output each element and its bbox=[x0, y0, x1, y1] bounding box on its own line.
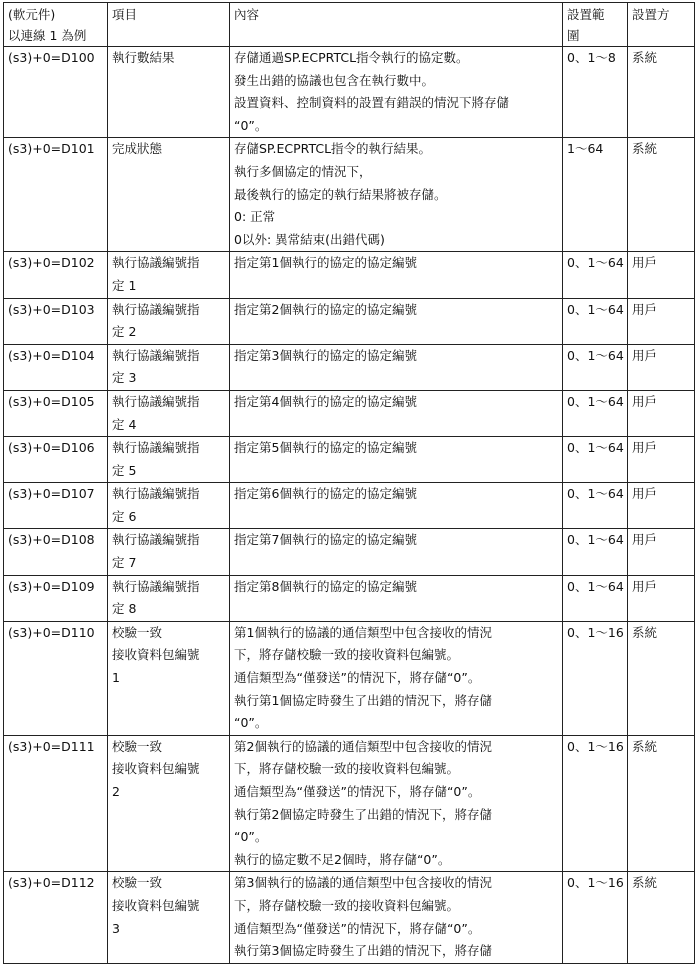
content-line: 發生出錯的協議也包含在執行數中。 bbox=[234, 72, 435, 88]
content-line: 第2個執行的協議的通信類型中包含接收的情況 bbox=[234, 738, 492, 754]
table-header bbox=[4, 3, 695, 47]
item-line: 定 7 bbox=[112, 555, 137, 571]
item-line: 3 bbox=[112, 920, 120, 936]
setter-cell bbox=[628, 138, 695, 252]
item-cell bbox=[108, 621, 230, 735]
range-cell bbox=[563, 735, 628, 872]
setting-range: 0、1～16 bbox=[567, 624, 624, 640]
setting-by: 用戶 bbox=[632, 393, 658, 409]
setting-by: 系統 bbox=[632, 50, 658, 65]
device-cell bbox=[4, 298, 108, 344]
item-line: 執行協議編號指 bbox=[112, 532, 200, 548]
setter-cell bbox=[628, 483, 695, 529]
device-address: (s3)+0=D112 bbox=[8, 875, 95, 891]
setting-by: 系統 bbox=[632, 875, 658, 891]
header-item-line-1: 項目 bbox=[112, 7, 138, 22]
table-row bbox=[4, 138, 695, 252]
item-cell bbox=[108, 390, 230, 436]
header-range bbox=[563, 3, 628, 47]
header-device-line-2: 以連線 1 為例 bbox=[8, 28, 87, 43]
header-setter bbox=[628, 3, 695, 47]
item-line: 校驗一致 bbox=[112, 738, 163, 754]
content-line: 最後執行的協定的執行結果將被存儲。 bbox=[234, 186, 447, 202]
item-line: 定 5 bbox=[112, 462, 137, 478]
item-cell bbox=[108, 437, 230, 483]
content-line: 指定第5個執行的協定的協定編號 bbox=[234, 440, 417, 456]
content-cell bbox=[230, 575, 563, 621]
device-cell bbox=[4, 390, 108, 436]
device-address: (s3)+0=D109 bbox=[8, 578, 95, 594]
item-line: 定 1 bbox=[112, 277, 137, 293]
item-cell bbox=[108, 47, 230, 138]
item-line: 1 bbox=[112, 670, 120, 686]
setting-range: 0、1～16 bbox=[567, 875, 624, 891]
content-cell bbox=[230, 735, 563, 872]
header-device-line-1: (軟元件) bbox=[8, 7, 56, 22]
header-content bbox=[230, 3, 563, 47]
item-line: 定 4 bbox=[112, 416, 137, 432]
content-line: 執行的協定數不足2個時，將存儲“0”。 bbox=[234, 851, 451, 867]
setting-by: 用戶 bbox=[632, 578, 658, 594]
setter-cell bbox=[628, 735, 695, 872]
content-cell bbox=[230, 872, 563, 963]
item-line: 接收資料包編號 bbox=[112, 647, 200, 663]
header-device bbox=[4, 3, 108, 47]
range-cell bbox=[563, 344, 628, 390]
range-cell bbox=[563, 298, 628, 344]
content-cell bbox=[230, 138, 563, 252]
setting-by: 用戶 bbox=[632, 440, 658, 456]
device-address: (s3)+0=D106 bbox=[8, 440, 95, 456]
device-cell bbox=[4, 47, 108, 138]
content-line: “0”。 bbox=[234, 117, 268, 133]
range-cell bbox=[563, 529, 628, 575]
item-line: 執行協議編號指 bbox=[112, 578, 200, 594]
range-cell bbox=[563, 47, 628, 138]
device-spec-table bbox=[3, 2, 695, 964]
header-content-line-1: 內容 bbox=[234, 7, 260, 22]
setting-by: 用戶 bbox=[632, 347, 658, 363]
content-cell bbox=[230, 621, 563, 735]
content-line: 第3個執行的協議的通信類型中包含接收的情況 bbox=[234, 875, 492, 891]
device-cell bbox=[4, 344, 108, 390]
device-cell bbox=[4, 138, 108, 252]
item-line: 執行協議編號指 bbox=[112, 347, 200, 363]
range-cell bbox=[563, 252, 628, 298]
device-cell bbox=[4, 483, 108, 529]
range-cell bbox=[563, 138, 628, 252]
content-cell bbox=[230, 252, 563, 298]
item-line: 執行數結果 bbox=[112, 50, 175, 65]
content-line: 指定第6個執行的協定的協定編號 bbox=[234, 486, 417, 502]
setter-cell bbox=[628, 252, 695, 298]
item-line: 執行協議編號指 bbox=[112, 255, 200, 271]
setting-range: 0、1～64 bbox=[567, 578, 624, 594]
item-line: 定 3 bbox=[112, 370, 137, 386]
table-row bbox=[4, 298, 695, 344]
range-cell bbox=[563, 621, 628, 735]
item-cell bbox=[108, 483, 230, 529]
header-range-line-2: 圍 bbox=[567, 28, 580, 43]
device-address: (s3)+0=D111 bbox=[8, 738, 95, 754]
device-address: (s3)+0=D104 bbox=[8, 347, 95, 363]
device-cell bbox=[4, 252, 108, 298]
header-range-line-1: 設置範 bbox=[567, 7, 605, 22]
content-line: 下，將存儲校驗一致的接收資料包編號。 bbox=[234, 897, 460, 913]
range-cell bbox=[563, 575, 628, 621]
content-line: 指定第2個執行的協定的協定編號 bbox=[234, 301, 417, 317]
content-cell bbox=[230, 483, 563, 529]
setter-cell bbox=[628, 575, 695, 621]
item-line: 定 8 bbox=[112, 601, 137, 617]
item-cell bbox=[108, 252, 230, 298]
content-line: 下，將存儲校驗一致的接收資料包編號。 bbox=[234, 761, 460, 777]
range-cell bbox=[563, 872, 628, 963]
content-cell bbox=[230, 390, 563, 436]
item-cell bbox=[108, 872, 230, 963]
device-address: (s3)+0=D102 bbox=[8, 255, 95, 271]
device-address: (s3)+0=D101 bbox=[8, 141, 95, 157]
content-line: 通信類型為“僅發送”的情況下，將存儲“0”。 bbox=[234, 784, 481, 799]
item-line: 執行協議編號指 bbox=[112, 440, 200, 456]
setter-cell bbox=[628, 437, 695, 483]
content-cell bbox=[230, 529, 563, 575]
table-row bbox=[4, 575, 695, 621]
content-cell bbox=[230, 344, 563, 390]
table-row bbox=[4, 390, 695, 436]
range-cell bbox=[563, 437, 628, 483]
content-line: 執行第3個協定時發生了出錯的情況下，將存儲 bbox=[234, 943, 492, 959]
device-cell bbox=[4, 437, 108, 483]
setting-range: 0、1～64 bbox=[567, 301, 624, 317]
item-line: 完成狀態 bbox=[112, 141, 163, 157]
item-line: 執行協議編號指 bbox=[112, 301, 200, 317]
table-row bbox=[4, 47, 695, 138]
content-line: “0”。 bbox=[234, 715, 268, 731]
item-cell bbox=[108, 735, 230, 872]
item-line: 接收資料包編號 bbox=[112, 897, 200, 913]
range-cell bbox=[563, 483, 628, 529]
table-row bbox=[4, 735, 695, 872]
setting-range: 0、1～64 bbox=[567, 440, 624, 456]
content-cell bbox=[230, 437, 563, 483]
device-address: (s3)+0=D103 bbox=[8, 301, 95, 317]
content-line: 設置資料、控制資料的設置有錯誤的情況下將存儲 bbox=[234, 95, 510, 111]
item-line: 校驗一致 bbox=[112, 875, 163, 891]
setter-cell bbox=[628, 344, 695, 390]
header-row bbox=[4, 3, 695, 47]
setter-cell bbox=[628, 872, 695, 963]
device-cell bbox=[4, 872, 108, 963]
content-cell bbox=[230, 47, 563, 138]
setting-by: 用戶 bbox=[632, 301, 658, 317]
item-cell bbox=[108, 344, 230, 390]
content-line: 下，將存儲校驗一致的接收資料包編號。 bbox=[234, 647, 460, 663]
setting-range: 0、1～64 bbox=[567, 486, 624, 502]
content-line: 執行多個協定的情況下， bbox=[234, 163, 372, 179]
setter-cell bbox=[628, 621, 695, 735]
table-row bbox=[4, 252, 695, 298]
device-cell bbox=[4, 621, 108, 735]
device-cell bbox=[4, 735, 108, 872]
content-line: 執行第1個協定時發生了出錯的情況下，將存儲 bbox=[234, 692, 492, 708]
table-row bbox=[4, 872, 695, 963]
device-cell bbox=[4, 575, 108, 621]
item-cell bbox=[108, 298, 230, 344]
item-cell bbox=[108, 138, 230, 252]
table-row bbox=[4, 529, 695, 575]
setting-by: 系統 bbox=[632, 624, 658, 640]
table-row bbox=[4, 344, 695, 390]
content-line: 指定第8個執行的協定的協定編號 bbox=[234, 578, 417, 594]
content-line: 存儲通過SP.ECPRTCL指令執行的協定數。 bbox=[234, 50, 469, 65]
device-address: (s3)+0=D108 bbox=[8, 532, 95, 548]
device-address: (s3)+0=D110 bbox=[8, 624, 95, 640]
content-line: 0以外: 異常結束(出錯代碼) bbox=[234, 231, 385, 247]
setting-by: 系統 bbox=[632, 141, 658, 157]
setter-cell bbox=[628, 529, 695, 575]
setting-by: 用戶 bbox=[632, 486, 658, 502]
item-line: 定 6 bbox=[112, 508, 137, 524]
item-line: 接收資料包編號 bbox=[112, 761, 200, 777]
content-cell bbox=[230, 298, 563, 344]
setting-range: 0、1～64 bbox=[567, 532, 624, 548]
content-line: 通信類型為“僅發送”的情況下，將存儲“0”。 bbox=[234, 670, 481, 686]
item-line: 定 2 bbox=[112, 324, 137, 340]
range-cell bbox=[563, 390, 628, 436]
setting-range: 0、1～16 bbox=[567, 738, 624, 754]
setting-by: 用戶 bbox=[632, 532, 658, 548]
content-line: 指定第7個執行的協定的協定編號 bbox=[234, 532, 417, 548]
table-body bbox=[4, 47, 695, 964]
setting-range: 1～64 bbox=[567, 141, 604, 157]
setter-cell bbox=[628, 47, 695, 138]
content-line: “0”。 bbox=[234, 829, 268, 845]
device-address: (s3)+0=D107 bbox=[8, 486, 95, 502]
device-address: (s3)+0=D100 bbox=[8, 50, 95, 65]
item-line: 校驗一致 bbox=[112, 624, 163, 640]
item-cell bbox=[108, 575, 230, 621]
content-line: 0: 正常 bbox=[234, 209, 276, 225]
setter-cell bbox=[628, 390, 695, 436]
content-line: 執行第2個協定時發生了出錯的情況下，將存儲 bbox=[234, 806, 492, 822]
header-setter-line-1: 設置方 bbox=[632, 7, 670, 22]
item-line: 執行協議編號指 bbox=[112, 486, 200, 502]
device-cell bbox=[4, 529, 108, 575]
device-address: (s3)+0=D105 bbox=[8, 393, 95, 409]
setting-by: 系統 bbox=[632, 738, 658, 754]
setting-range: 0、1～64 bbox=[567, 393, 624, 409]
header-item bbox=[108, 3, 230, 47]
content-line: 指定第4個執行的協定的協定編號 bbox=[234, 393, 417, 409]
content-line: 通信類型為“僅發送”的情況下，將存儲“0”。 bbox=[234, 920, 481, 936]
content-line: 指定第3個執行的協定的協定編號 bbox=[234, 347, 417, 363]
item-line: 執行協議編號指 bbox=[112, 393, 200, 409]
table-row bbox=[4, 621, 695, 735]
table-row bbox=[4, 437, 695, 483]
item-line: 2 bbox=[112, 784, 120, 799]
setter-cell bbox=[628, 298, 695, 344]
content-line: 第1個執行的協議的通信類型中包含接收的情況 bbox=[234, 624, 492, 640]
setting-range: 0、1～64 bbox=[567, 255, 624, 271]
setting-by: 用戶 bbox=[632, 255, 658, 271]
setting-range: 0、1～8 bbox=[567, 50, 616, 65]
content-line: 存儲SP.ECPRTCL指令的執行結果。 bbox=[234, 141, 432, 157]
table-row bbox=[4, 483, 695, 529]
item-cell bbox=[108, 529, 230, 575]
setting-range: 0、1～64 bbox=[567, 347, 624, 363]
content-line: 指定第1個執行的協定的協定編號 bbox=[234, 255, 417, 271]
